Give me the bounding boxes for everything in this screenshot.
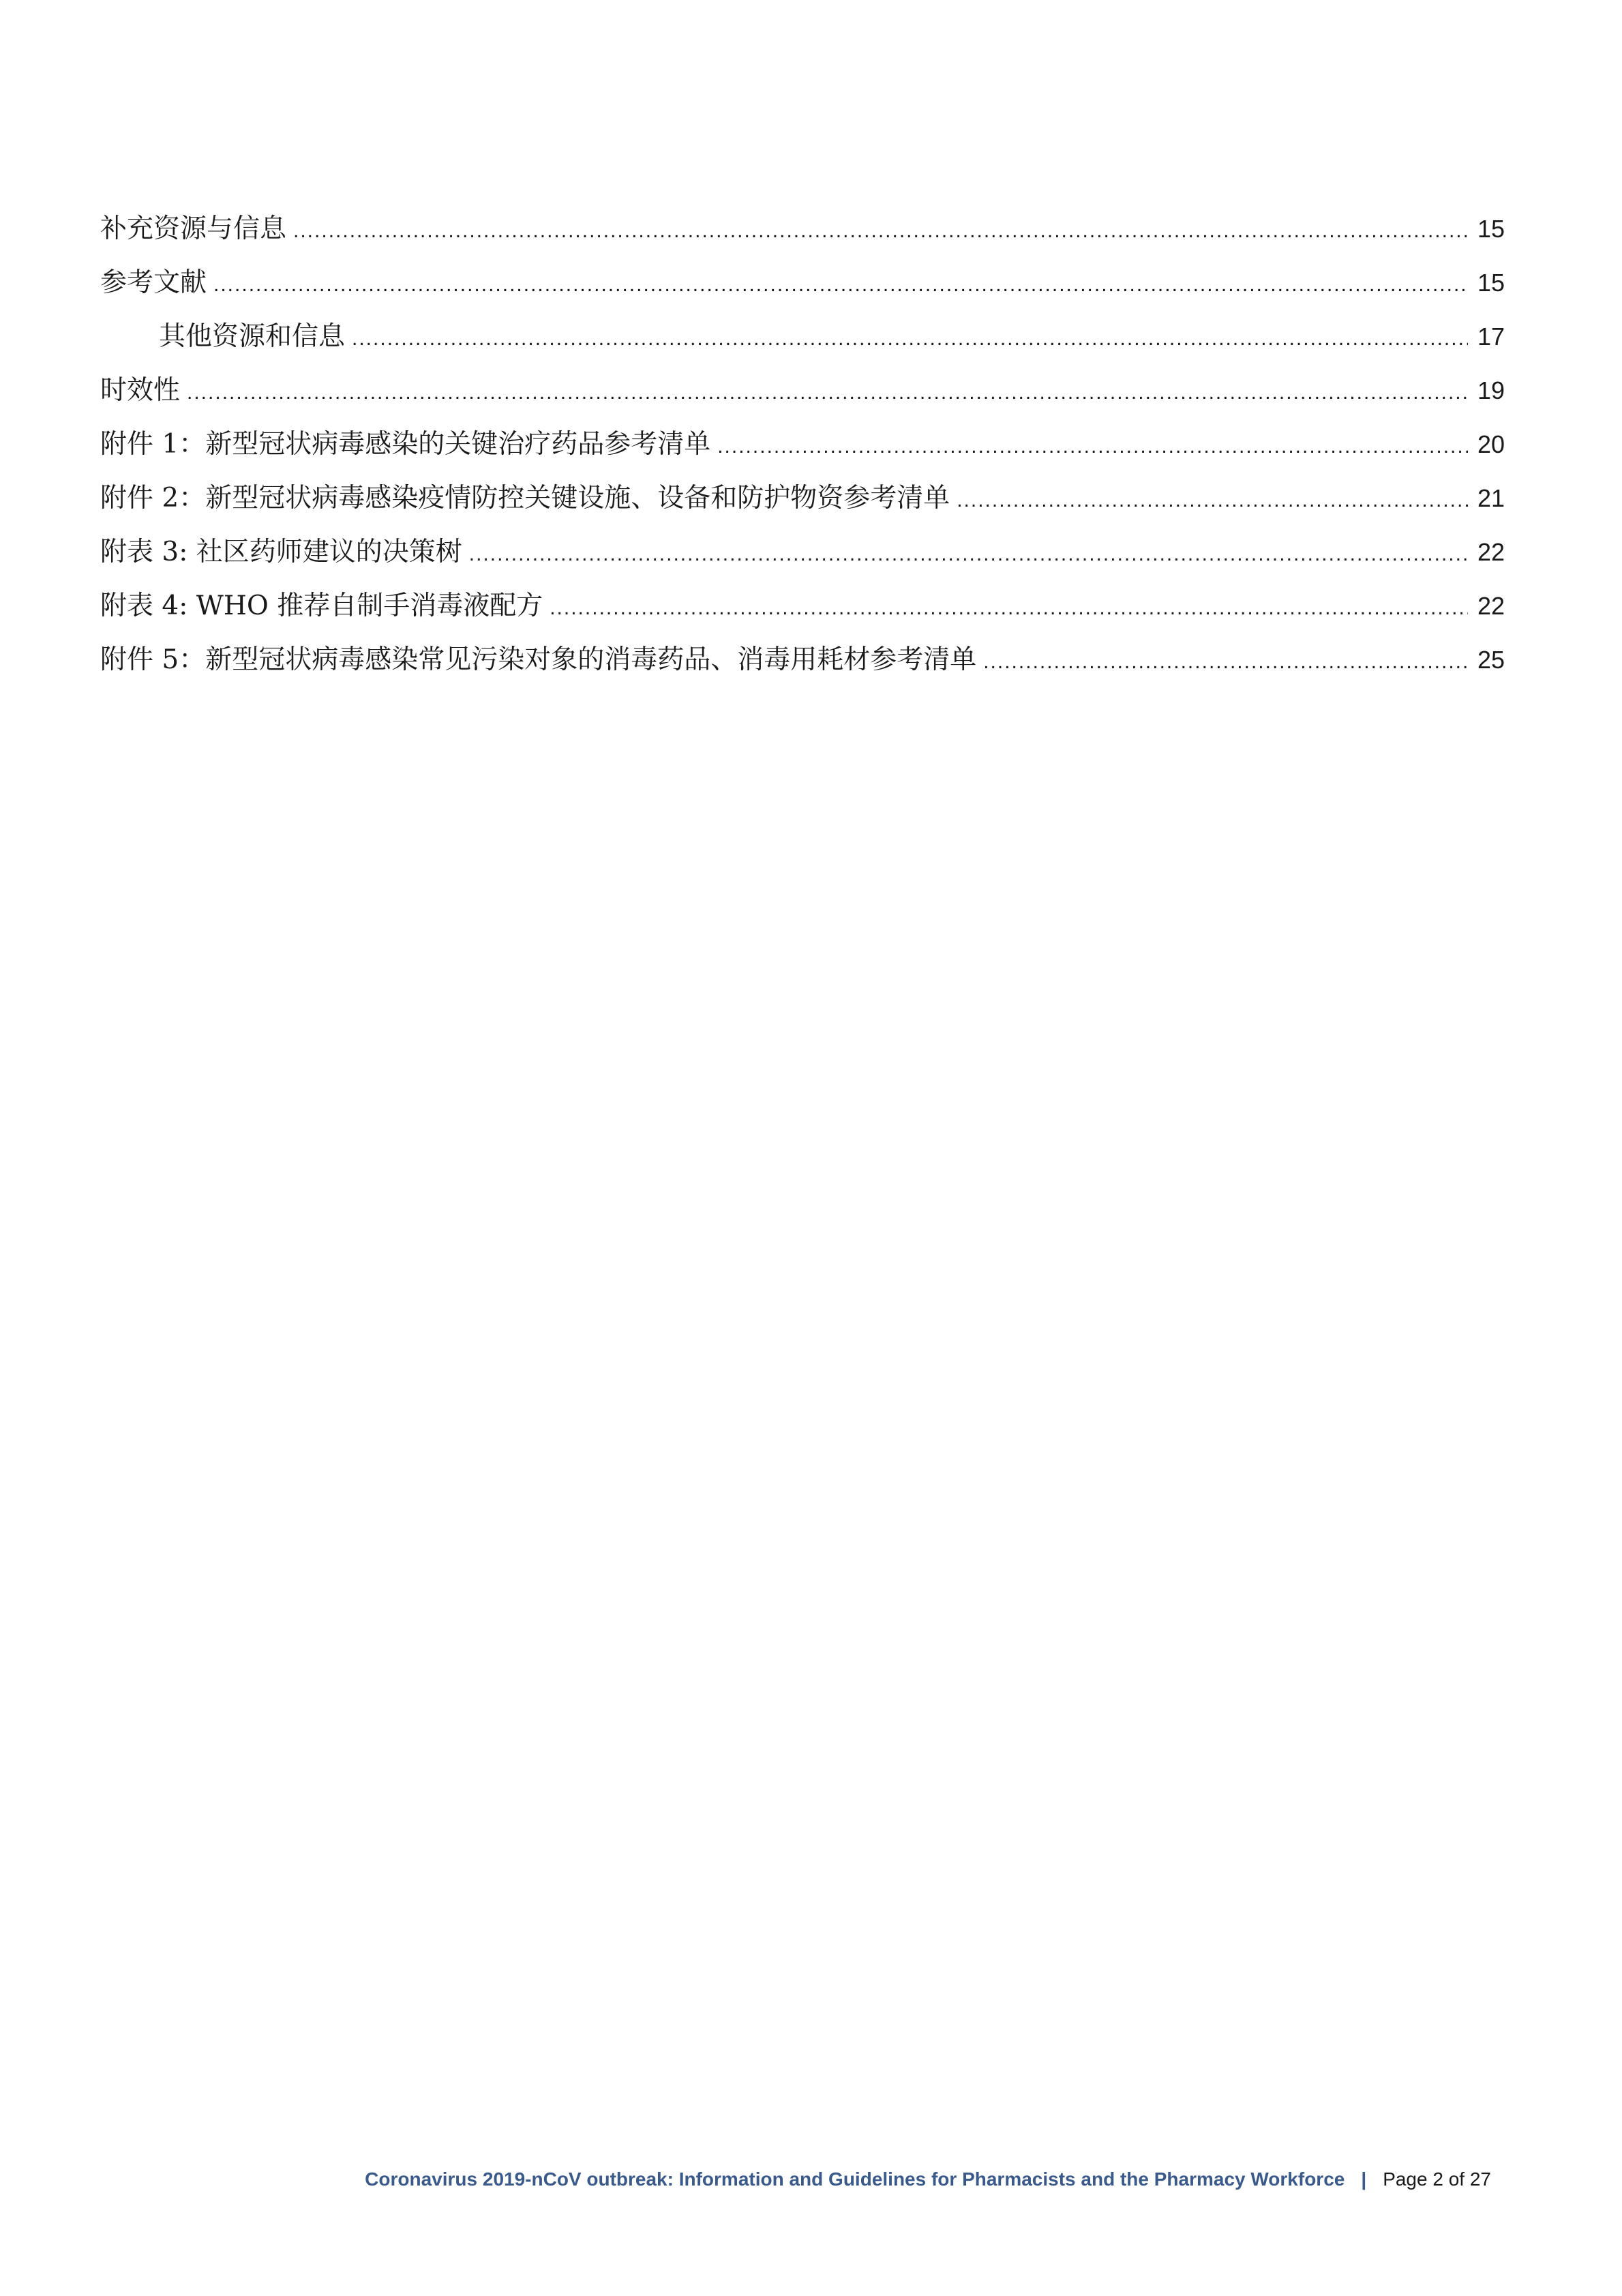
toc-dot-leader bbox=[187, 366, 1468, 419]
toc-entry-label: 参考文献 bbox=[100, 267, 207, 298]
toc-entry[interactable] bbox=[100, 471, 1505, 525]
toc-dot-leader bbox=[957, 473, 1468, 527]
toc-dot-leader bbox=[717, 419, 1468, 473]
footer-separator: | bbox=[1361, 2168, 1367, 2190]
toc-entry-label: 附件 1：新型冠状病毒感染的关键治疗药品参考清单 bbox=[100, 429, 711, 460]
toc-entry-page: 25 bbox=[1477, 646, 1505, 674]
toc-entry[interactable] bbox=[100, 579, 1505, 633]
toc-entry-page: 19 bbox=[1477, 376, 1505, 404]
toc-entry-label: 附表 3: 社区药师建议的决策树 bbox=[100, 537, 462, 567]
toc-dot-leader bbox=[550, 581, 1468, 635]
toc-entry-label: 附件 2：新型冠状病毒感染疫情防控关键设施、设备和防护物资参考清单 bbox=[100, 483, 950, 513]
toc-entry[interactable] bbox=[100, 363, 1505, 417]
toc-entry-label: 补充资源与信息 bbox=[100, 213, 287, 244]
table-of-contents bbox=[100, 202, 1505, 687]
toc-entry-page: 22 bbox=[1477, 592, 1505, 620]
toc-entry-label: 附件 5：新型冠状病毒感染常见污染对象的消毒药品、消毒用耗材参考清单 bbox=[100, 644, 977, 675]
toc-entry-sub[interactable] bbox=[100, 310, 1505, 363]
toc-entry-page: 22 bbox=[1477, 538, 1505, 566]
footer-document-title: Coronavirus 2019-nCoV outbreak: Information and Guidelines for Pharmacists and the Pharmacy Workforce bbox=[365, 2168, 1345, 2190]
toc-entry[interactable] bbox=[100, 633, 1505, 687]
toc-dot-leader bbox=[293, 204, 1468, 258]
toc-entry-label: 其他资源和信息 bbox=[159, 321, 346, 352]
toc-dot-leader bbox=[983, 635, 1468, 689]
toc-entry-page: 20 bbox=[1477, 430, 1505, 458]
toc-entry-label: 附表 4: WHO 推荐自制手消毒液配方 bbox=[100, 591, 543, 621]
toc-entry-page: 17 bbox=[1477, 323, 1505, 351]
page-footer bbox=[365, 2168, 1491, 2190]
toc-entry[interactable] bbox=[100, 256, 1505, 310]
toc-dot-leader bbox=[352, 312, 1468, 366]
footer-page-number: Page 2 of 27 bbox=[1383, 2168, 1491, 2190]
toc-entry[interactable] bbox=[100, 525, 1505, 579]
toc-entry-page: 15 bbox=[1477, 269, 1505, 297]
toc-entry-page: 21 bbox=[1477, 484, 1505, 512]
toc-dot-leader bbox=[469, 527, 1468, 581]
toc-dot-leader bbox=[213, 258, 1468, 312]
toc-entry[interactable] bbox=[100, 417, 1505, 471]
toc-entry-page: 15 bbox=[1477, 215, 1505, 243]
toc-entry-label: 时效性 bbox=[100, 375, 181, 406]
toc-entry[interactable] bbox=[100, 202, 1505, 256]
